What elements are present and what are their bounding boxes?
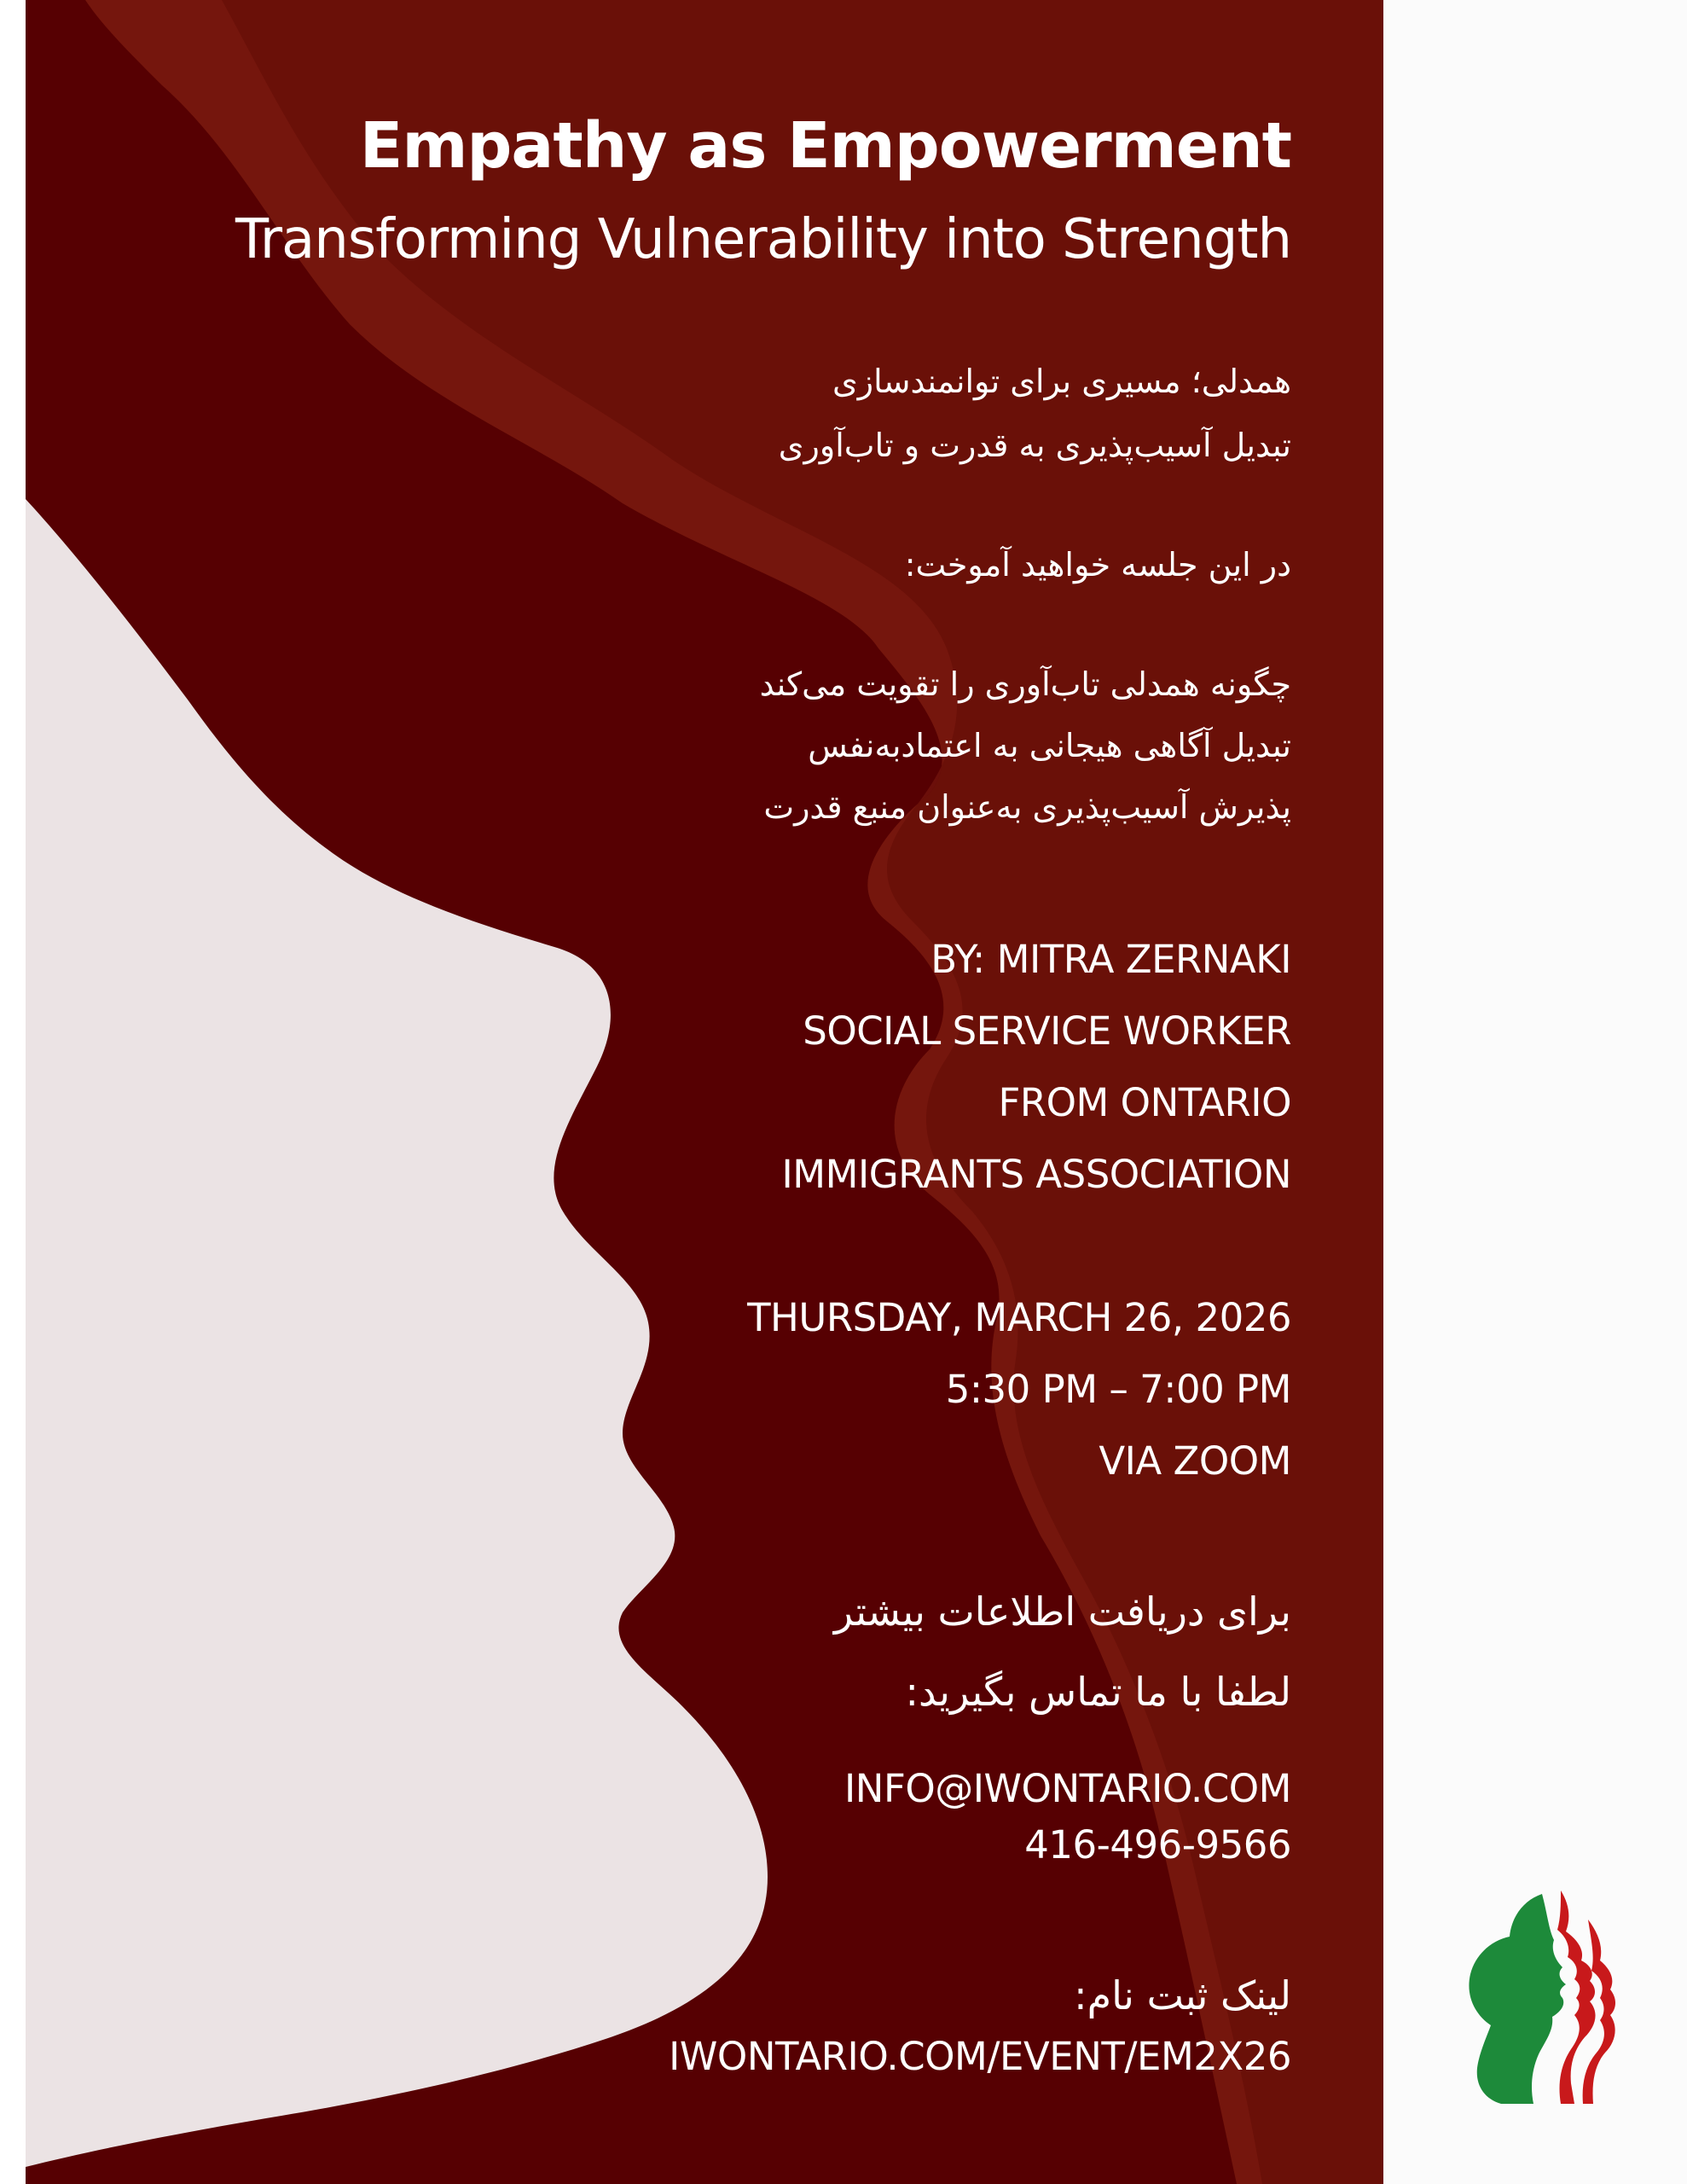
presenter-role: SOCIAL SERVICE WORKER bbox=[803, 1008, 1291, 1054]
persian-topic-item: تبدیل آگاهی هیجانی به اعتمادبه‌نفس bbox=[808, 727, 1291, 764]
left-margin bbox=[0, 0, 26, 2184]
contact-phone: 416-496-9566 bbox=[1024, 1822, 1291, 1867]
event-title: Empathy as Empowerment bbox=[359, 109, 1291, 183]
persian-title-line: همدلی؛ مسیری برای توانمندسازی bbox=[832, 363, 1291, 400]
registration-link: IWONTARIO.COM/EVENT/EM2X26 bbox=[669, 2034, 1291, 2079]
event-date: THURSDAY, MARCH 26, 2026 bbox=[747, 1295, 1291, 1340]
presenter-organization: IMMIGRANTS ASSOCIATION bbox=[781, 1152, 1291, 1197]
presenter-name: BY: MITRA ZERNAKI bbox=[930, 937, 1291, 982]
contact-persian-line: برای دریافت اطلاعات بیشتر bbox=[833, 1589, 1291, 1635]
registration-label: لینک ثبت نام: bbox=[1074, 1972, 1291, 2018]
poster-panel bbox=[26, 0, 1383, 2184]
persian-topic-item: پذیرش آسیب‌پذیری به‌عنوان منبع قدرت bbox=[763, 788, 1291, 826]
event-time: 5:30 PM – 7:00 PM bbox=[945, 1367, 1291, 1412]
presenter-from: FROM ONTARIO bbox=[998, 1080, 1291, 1125]
persian-learn-heading: در این جلسه خواهید آموخت: bbox=[904, 546, 1291, 584]
event-venue: VIA ZOOM bbox=[1099, 1438, 1291, 1484]
persian-topic-item: چگونه همدلی تاب‌آوری را تقویت می‌کند bbox=[759, 665, 1291, 703]
two-profiles-logo-icon bbox=[1441, 1885, 1629, 2107]
contact-persian-line: لطفا با ما تماس بگیرید: bbox=[905, 1669, 1291, 1715]
contact-email: INFO@IWONTARIO.COM bbox=[844, 1766, 1291, 1811]
event-subtitle: Transforming Vulnerability into Strength bbox=[235, 208, 1291, 271]
persian-subtitle-line: تبدیل آسیب‌پذیری به قدرت و تاب‌آوری bbox=[778, 427, 1291, 464]
